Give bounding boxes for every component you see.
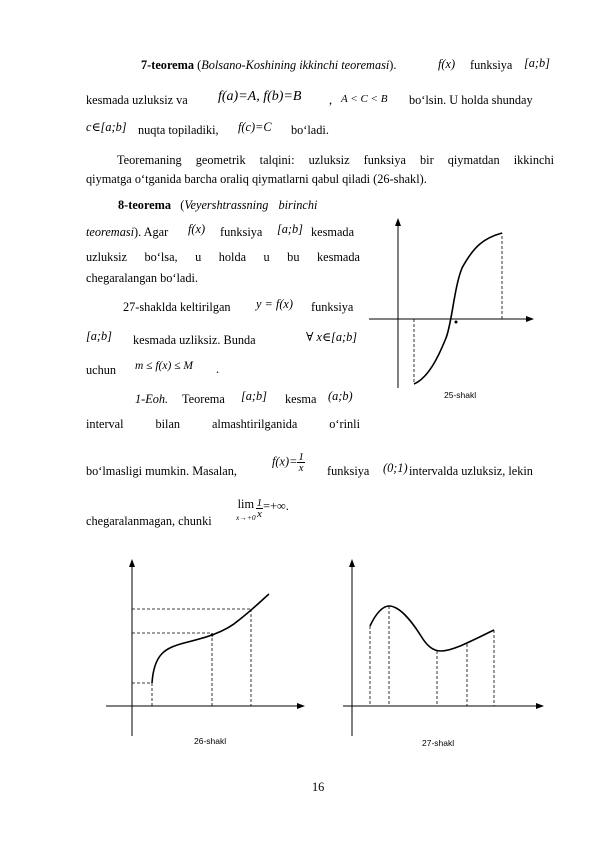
fig27-yfx: y = f(x) [256, 297, 293, 311]
theorem7-line3a: nuqta topiladiki, [138, 123, 219, 137]
figure-26 [104, 558, 309, 740]
figure-27 [343, 558, 548, 740]
theorem7-interval: [a;b] [524, 56, 550, 70]
theorem8-name-cont: teoremasi [86, 225, 135, 239]
lim-tail: =+∞. [263, 499, 289, 513]
theorem8-name: Veyershtrassning birinchi [184, 198, 318, 212]
theorem8-fx: f(x) [188, 222, 206, 236]
theorem7-fc: f(c)=C [238, 120, 272, 134]
fig27-funksiya: funksiya [311, 300, 354, 314]
paren: ). [134, 225, 142, 239]
theorem7-c-in: c∈[a;b] [86, 120, 127, 134]
theorem7-endpoints: f(a)=A, f(b)=B [218, 89, 302, 104]
caption-fig26: 26-shakl [194, 736, 227, 746]
theorem7-line2a: kesmada uzluksiz va [86, 93, 188, 107]
fig27-interval: [a;b] [86, 329, 112, 343]
note-interval01: (0;1) [383, 461, 408, 475]
y-axis-arrow [129, 559, 135, 567]
theorem8-label: 8-teorema [118, 198, 172, 212]
theorem8-line4: chegaralangan bo‘ladi. [86, 271, 198, 285]
note-line2: interval bilan almashtirilganida o‘rinli [86, 417, 360, 431]
fx-equals: f(x)= [272, 454, 298, 469]
theorem7-fx: f(x) [438, 57, 456, 71]
note-line4: chegaralanmagan, chunki [86, 514, 212, 528]
theorem7-label: 7-teorema [141, 58, 195, 72]
theorem8-kesmada: kesmada [311, 225, 355, 239]
x-axis-arrow [297, 703, 305, 709]
numerator: 1 [298, 451, 304, 463]
paren: ). [389, 58, 397, 72]
paren: ( [180, 198, 185, 212]
function-curve [152, 594, 269, 683]
note-funksiya: funksiya [327, 464, 370, 478]
theorem7-line2b: bo‘lsin. U holda shunday [409, 93, 533, 107]
denominator: x [298, 462, 304, 474]
theorem8-interval: [a;b] [277, 222, 303, 236]
theorem7-funksiya: funksiya [470, 58, 513, 72]
fig27-uchun: uchun [86, 363, 117, 377]
limit-expression [236, 498, 289, 524]
geom-line1: Teoremaning geometrik talqini: uzluksiz funksiya bir qiymatdan ikkinchi [117, 153, 554, 167]
denominator: x [256, 508, 262, 520]
y-axis-arrow [349, 559, 355, 567]
paren: ( [197, 58, 202, 72]
note-label: 1-Eoh. [135, 392, 169, 406]
note-interval-closed: [a;b] [241, 389, 267, 403]
fraction [297, 452, 305, 473]
note-interval-open: (a;b) [328, 389, 353, 403]
theorem8-funksiya: funksiya [220, 225, 263, 239]
function-curve [414, 233, 502, 384]
note-teorema: Teorema [182, 392, 225, 406]
theorem8-line3: uzluksiz bo‘lsa, u holda u bu kesmada [86, 250, 360, 264]
note-line3a: bo‘lmasligi mumkin. Masalan, [86, 464, 237, 478]
x-axis-arrow [526, 316, 534, 322]
theorem7-name: Bolsano-Koshining ikkinchi teoremasi [201, 58, 390, 72]
theorem8-line2 [86, 225, 168, 240]
period: . [216, 362, 220, 376]
limit-op [236, 498, 256, 524]
page-number: 16 [312, 780, 325, 794]
zero-point [455, 321, 458, 324]
y-axis-arrow [395, 218, 401, 226]
theorem7-line1 [141, 58, 396, 73]
point-c [211, 634, 214, 637]
word: Agar [143, 225, 169, 239]
fig27-forall: ∀ x∈[a;b] [306, 330, 358, 344]
theorem7-line3b: bo‘ladi. [291, 123, 329, 137]
fig27-text-line1: 27-shaklda keltirilgan [123, 300, 231, 314]
theorem7-inequality: A < C < B [341, 93, 388, 105]
note-line3b: intervalda uzluksiz, lekin [409, 464, 533, 478]
note-kesma: kesma [285, 392, 317, 406]
fig27-bound: m ≤ f(x) ≤ M [135, 360, 193, 372]
theorem8-line1 [118, 198, 317, 213]
fig27-text-line2: kesmada uzliksiz. Bunda [133, 333, 256, 347]
numerator: 1 [256, 497, 263, 509]
lim: lim [237, 497, 255, 511]
geom-line2: qiymatga o‘tganida barcha oraliq qiymatlarni qabul qiladi (26-shakl). [86, 172, 427, 186]
caption-fig27: 27-shakl [422, 738, 455, 748]
x-axis-arrow [536, 703, 544, 709]
comma: , [329, 93, 333, 107]
note-fx-equation [272, 452, 305, 473]
lim-sub: x→+0 [236, 513, 256, 522]
figure-25 [366, 218, 546, 393]
caption-fig25: 25-shakl [444, 390, 477, 400]
